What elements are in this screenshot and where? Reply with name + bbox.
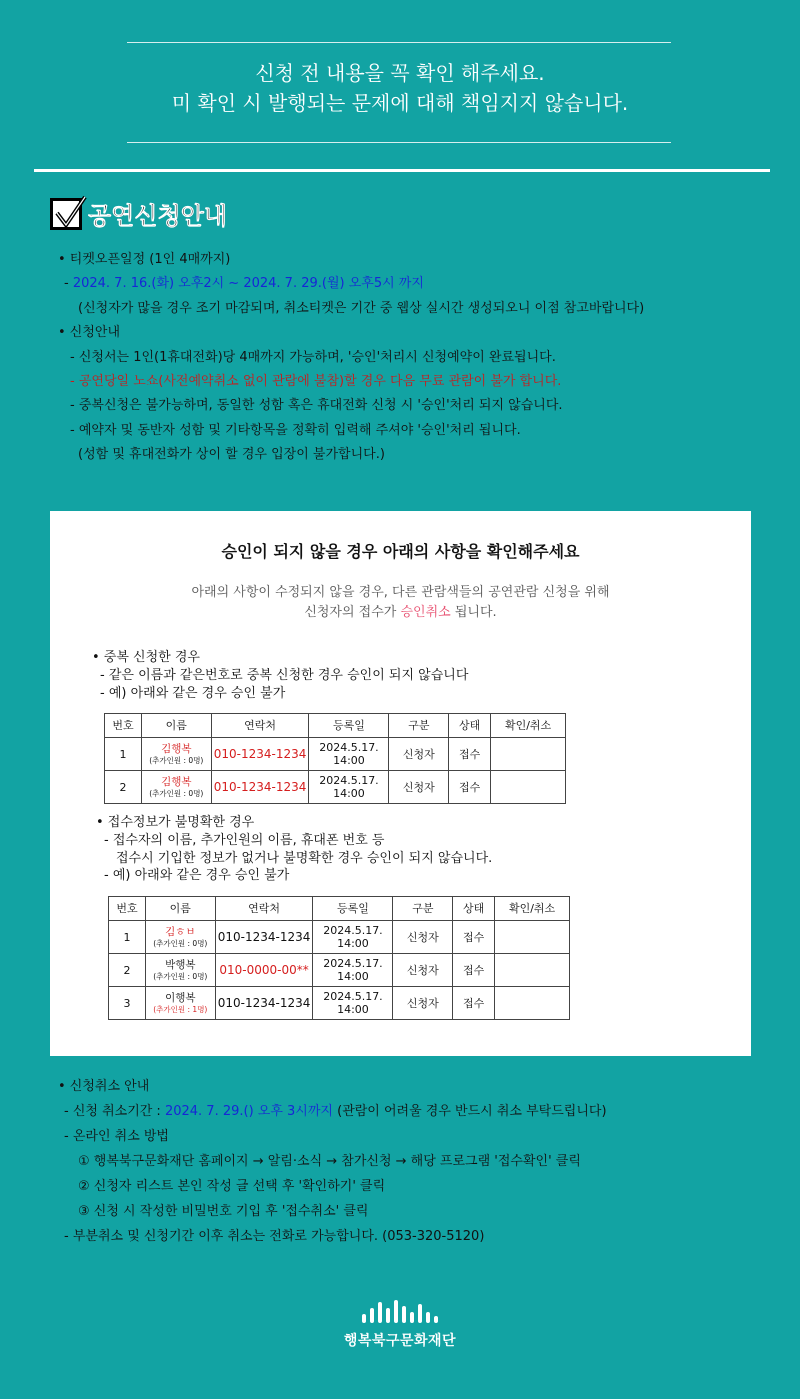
table-header-row [109,897,570,921]
cell-confirm [491,771,566,804]
cancel-partial: - 부분취소 및 신청기간 이후 취소는 전화로 가능합니다. (053-320-5120) [64,1229,485,1244]
apply-heading: • 신청안내 [58,325,121,341]
footer-logo [0,1300,800,1350]
apply-item-4: - 예약자 및 동반자 성함 및 기타항목을 정확히 입력해 주셔야 '승인'처리 됩니다. [70,422,521,438]
cell-type: 신청자 [389,738,449,771]
table-row [109,921,570,954]
date-line: 2024.5.17. [323,924,383,937]
dup-heading: • 중복 신청한 경우 [92,650,200,665]
notice-line-2: 미 확인 시 발행되는 문제에 대해 책임지지 않습니다. [171,91,629,115]
cell-number: 1 [109,921,146,954]
notice-bottom-rule [127,142,671,143]
cancel-heading: • 신청취소 안내 [58,1079,150,1094]
column-header: 번호 [109,897,146,921]
date-line: 2024.5.17. [323,990,383,1003]
date-line: 2024.5.17. [319,774,379,787]
cell-status: 접수 [449,738,491,771]
ticket-dates-row [58,272,644,296]
cell-status: 접수 [453,954,495,987]
cell-phone: 010-1234-1234 [211,771,309,804]
cell-phone: 010-1234-1234 [215,987,313,1020]
applicant-name: 김ㅎㅂ [165,926,196,938]
approval-sub-line-2 [50,603,751,623]
approval-sub-line-1: 아래의 사항이 수정되지 않을 경우, 다른 관람색들의 공연관람 신청을 위해 [191,585,610,600]
applicant-name: 김행복 [161,776,192,788]
extra-count: (추가인원 : 1명) [153,1005,208,1014]
extra-count: (추가인원 : 0명) [149,789,204,798]
cancel-info [58,1074,607,1249]
cell-confirm [495,987,570,1020]
cell-confirm [495,954,570,987]
dup-line-1: - 같은 이름과 같은번호로 중복 신청한 경우 승인이 되지 않습니다 [100,668,469,683]
cell-name [145,987,215,1020]
table-row [105,771,566,804]
cell-type: 신청자 [393,921,453,954]
time-line: 14:00 [333,754,365,767]
unclear-table [108,896,570,1020]
apply-item-5: (성함 및 휴대전화가 상이 할 경우 입장이 불가합니다.) [78,447,385,463]
approval-cancel-highlight: 승인취소 [400,605,451,620]
cell-status: 접수 [453,987,495,1020]
applicant-name: 박행복 [165,959,196,971]
unclear-line-3: - 예) 아래와 같은 경우 승인 불가 [104,868,290,883]
approval-panel [50,511,751,1056]
cell-number: 2 [105,771,142,804]
extra-count: (추가인원 : 0명) [153,939,208,948]
cell-name [141,738,211,771]
cell-name [141,771,211,804]
time-line: 14:00 [337,937,369,950]
column-header: 등록일 [313,897,393,921]
table-row [109,954,570,987]
cell-phone: 010-1234-1234 [215,921,313,954]
cell-number: 1 [105,738,142,771]
info-list [58,248,644,468]
checkbox-icon [50,198,82,230]
cell-date [313,987,393,1020]
date-line: 2024.5.17. [323,957,383,970]
column-header: 연락처 [211,714,309,738]
cell-type: 신청자 [389,771,449,804]
approval-sub-post: 됩니다. [450,605,497,620]
cell-number: 2 [109,954,146,987]
column-header: 확인/취소 [495,897,570,921]
cancel-period-post: (관람이 어려울 경우 반드시 취소 부탁드립니다) [332,1104,607,1119]
cell-phone: 010-1234-1234 [211,738,309,771]
cell-date [309,738,389,771]
ticket-heading: • 티켓오픈일정 (1인 4매까지) [58,252,231,267]
cell-date [309,771,389,804]
extra-count: (추가인원 : 0명) [153,972,208,981]
date-line: 2024.5.17. [319,741,379,754]
ticket-dash: - [64,276,73,292]
column-header: 확인/취소 [491,714,566,738]
column-header: 연락처 [215,897,313,921]
time-line: 14:00 [337,970,369,983]
cell-type: 신청자 [393,954,453,987]
table-header-row [105,714,566,738]
cell-confirm [491,738,566,771]
column-header: 이름 [145,897,215,921]
cell-confirm [495,921,570,954]
logo-bars-icon [360,1300,440,1324]
unclear-line-2: 접수시 기입한 정보가 없거나 불명확한 경우 승인이 되지 않습니다. [116,851,493,866]
unclear-heading: • 접수정보가 불명확한 경우 [96,815,255,830]
cancel-period-pre: - 신청 취소기간 : [64,1104,165,1119]
approval-title: 승인이 되지 않을 경우 아래의 사항을 확인해주세요 [221,542,580,561]
unclear-line-1: - 접수자의 이름, 추가인원의 이름, 휴대폰 번호 등 [104,833,385,848]
column-header: 구분 [393,897,453,921]
cancel-period-date: 2024. 7. 29.() 오후 3시까지 [164,1104,333,1119]
notice-line-1: 신청 전 내용을 꼭 확인 해주세요. [255,61,545,85]
column-header: 번호 [105,714,142,738]
applicant-name: 김행복 [161,743,192,755]
time-line: 14:00 [333,787,365,800]
approval-sub-pre: 신청자의 접수가 [304,605,401,620]
notice-top-rule [127,42,671,43]
apply-item-3: - 중복신청은 불가능하며, 동일한 성함 혹은 휴대전화 신청 시 '승인'처리 되지 않습니다. [70,398,563,414]
cell-type: 신청자 [393,987,453,1020]
dup-line-2: - 예) 아래와 같은 경우 승인 불가 [100,686,286,701]
extra-count: (추가인원 : 0명) [149,756,204,765]
table-row [109,987,570,1020]
apply-item-2: - 공연당일 노쇼(사전예약취소 없이 관람에 불참)할 경우 다음 무료 관람이 불가 합니다. [70,374,562,390]
apply-item-1: - 신청서는 1인(1휴대전화)당 4매까지 가능하며, '승인'처리시 신청예약이 완료됩니다. [70,349,556,365]
column-header: 상태 [449,714,491,738]
cell-name [145,921,215,954]
column-header: 상태 [453,897,495,921]
org-name: 행복북구문화재단 [343,1333,457,1349]
time-line: 14:00 [337,1003,369,1016]
section-title [50,196,227,231]
cell-status: 접수 [449,771,491,804]
cell-date [313,921,393,954]
cancel-step-2: ② 신청자 리스트 본인 작성 글 선택 후 '확인하기' 클릭 [78,1179,386,1194]
column-header: 이름 [141,714,211,738]
cancel-period [58,1099,607,1124]
applicant-name: 이행복 [165,992,196,1004]
cancel-online: - 온라인 취소 방법 [64,1129,169,1144]
section-divider [34,169,770,172]
section-title-text: 공연신청안내 [88,202,228,230]
cancel-step-1: ① 행복북구문화재단 홈페이지 → 알림·소식 → 참가신청 → 해당 프로그램 '접수확인' 클릭 [78,1154,581,1169]
cell-status: 접수 [453,921,495,954]
cell-phone: 010-0000-00** [215,954,313,987]
duplicate-table [104,713,566,804]
cancel-step-3: ③ 신청 시 작성한 비밀번호 기입 후 '접수취소' 클릭 [78,1204,369,1219]
column-header: 구분 [389,714,449,738]
table-row [105,738,566,771]
ticket-dates: 2024. 7. 16.(화) 오후2시 ~ 2024. 7. 29.(월) 오후5시 까지 [72,276,424,292]
column-header: 등록일 [309,714,389,738]
approval-subtitle [50,583,751,623]
cell-name [145,954,215,987]
cell-date [313,954,393,987]
ticket-note: (신청자가 많을 경우 조기 마감되며, 취소티켓은 기간 중 웹상 실시간 생성되오니 이점 참고바랍니다) [78,300,645,316]
cell-number: 3 [109,987,146,1020]
